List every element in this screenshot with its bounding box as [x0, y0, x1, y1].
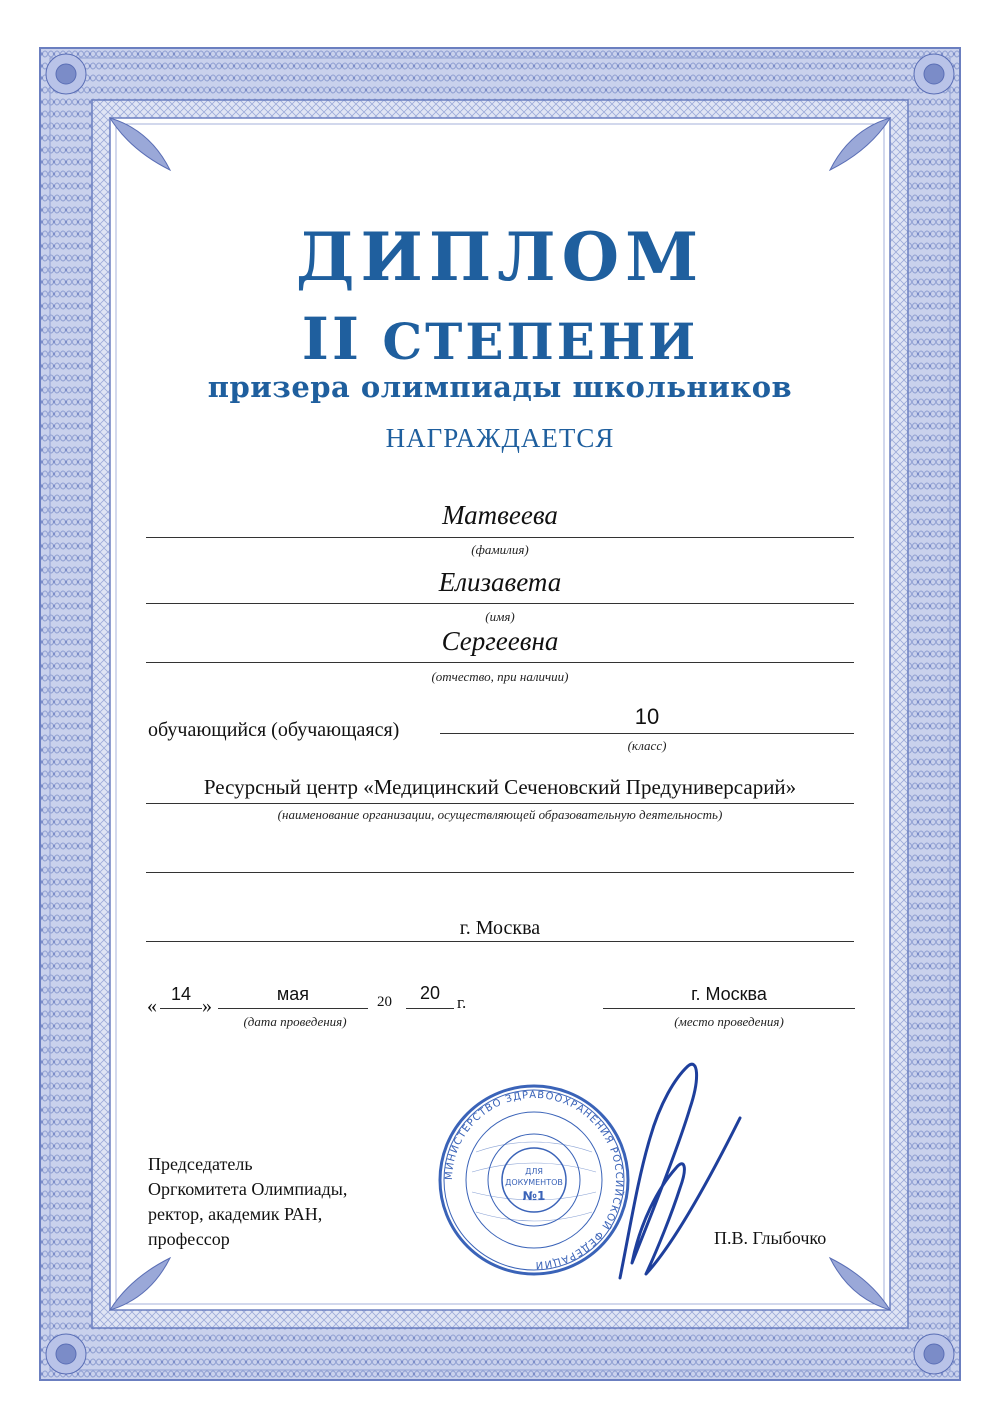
signatory-line-1: Председатель [148, 1154, 253, 1174]
surname-line [146, 537, 854, 538]
grade-value: 10 [634, 704, 660, 729]
signatory-line-3: ректор, академик РАН, [148, 1204, 323, 1224]
degree-roman: II [301, 305, 362, 373]
organization-line-3 [146, 941, 854, 942]
name-line [146, 603, 854, 604]
organization-line [146, 803, 854, 804]
organization-caption: (наименование организации, осуществляющей образовательную деятельность) [277, 807, 723, 822]
signatory-name: П.В. Глыбочко [714, 1228, 827, 1248]
student-label: обучающийся (обучающаяся) [148, 719, 400, 741]
place-value: г. Москва [691, 984, 767, 1004]
surname-value: Матвеева [442, 500, 558, 530]
date-open-quote: « [147, 995, 157, 1017]
awarded-heading: НАГРАЖДАЕТСЯ [385, 423, 615, 453]
degree-title [0, 305, 1000, 373]
subtitle: призера олимпиады школьников [207, 370, 793, 404]
patronymic-value: Сергеевна [441, 626, 559, 656]
grade-caption: (класс) [627, 738, 667, 753]
surname-caption: (фамилия) [471, 542, 529, 557]
degree-word: СТЕПЕНИ [382, 312, 699, 371]
date-century: 20 [377, 994, 392, 1010]
organization-city: г. Москва [459, 917, 541, 939]
date-caption: (дата проведения) [243, 1014, 347, 1029]
diploma-title: ДИПЛОМ [295, 218, 705, 296]
date-month: мая [276, 984, 310, 1004]
stamp-outer-text: МИНИСТЕРСТВО ЗДРАВООХРАНЕНИЯ РОССИЙСКОЙ ФЕДЕРАЦИИ [443, 1089, 625, 1271]
patronymic-line [146, 662, 854, 663]
patronymic-caption: (отчество, при наличии) [431, 669, 569, 684]
date-day-line [160, 1008, 202, 1009]
date-close-quote: » [202, 995, 212, 1017]
grade-line [440, 733, 854, 734]
name-caption: (имя) [485, 609, 515, 624]
signatory-line-2: Оргкомитета Олимпиады, [148, 1179, 348, 1199]
date-year-suffix: г. [457, 993, 467, 1012]
organization-line-2 [146, 872, 854, 873]
signatory-position [148, 1152, 347, 1252]
place-line [603, 1008, 855, 1009]
date-year-line [406, 1008, 454, 1009]
date-year: 20 [419, 983, 441, 1003]
signatory-line-4: профессор [148, 1229, 230, 1249]
stamp-number: №1 [522, 1189, 546, 1203]
stamp-center-line2: ДОКУМЕНТОВ [505, 1178, 563, 1187]
stamp-center-line1: ДЛЯ [525, 1167, 543, 1176]
signature-scribble [580, 1048, 760, 1288]
date-day: 14 [170, 984, 192, 1004]
organization-value: Ресурсный центр «Медицинский Сеченовский Предуниверсарий» [203, 775, 797, 799]
name-value: Елизавета [438, 567, 562, 597]
place-caption: (место проведения) [674, 1014, 784, 1029]
date-month-line [218, 1008, 368, 1009]
